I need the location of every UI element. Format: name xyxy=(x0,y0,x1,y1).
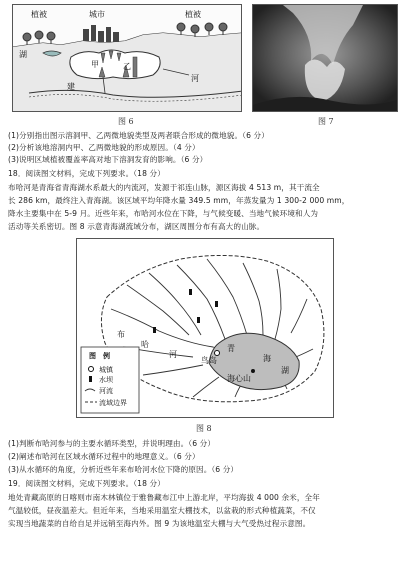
figure-8-caption: 图 8 xyxy=(196,424,212,433)
q19-material-line-3: 实现当地蔬菜的自给自足并远销至海内外。图 9 为该地温室大棚与大气受热过程示意图。 xyxy=(8,519,311,528)
legend-dam: 水坝 xyxy=(99,376,113,384)
figure-7-cave-photo xyxy=(252,4,398,112)
legend-title: 图 例 xyxy=(89,352,110,360)
legend-river: 河流 xyxy=(99,387,113,395)
lake-label-hu: 湖 xyxy=(281,366,289,375)
legend-town: 城镇 xyxy=(99,366,113,374)
island-marker xyxy=(251,369,255,373)
label-lake: 湖 xyxy=(19,50,27,59)
q18-material-line-2: 长 286 km，最终注入青海湖。该区域平均年降水量 349.5 mm，年蒸发量为 1 300-2 000 mm， xyxy=(8,196,350,205)
map-legend xyxy=(81,347,139,413)
label-vegetation-right: 植被 xyxy=(185,10,201,19)
town-marker xyxy=(215,351,220,356)
label-vegetation-left: 植被 xyxy=(31,10,47,19)
figure-7-caption: 图 7 xyxy=(318,117,334,126)
q19-material-line-1: 地处青藏高原的日喀则市南木林镇位于雅鲁藏布江中上游北岸，平均海拔 4 000 余米，全年 xyxy=(8,493,320,502)
q18-item-3: (3)从水循环的角度，分析近些年来布哈河水位下降的原因。（6 分） xyxy=(8,465,239,474)
island-label: 海心山 xyxy=(227,374,251,383)
river-label-ha: 哈 xyxy=(141,340,149,349)
label-jia: 甲 xyxy=(91,60,99,69)
q19-material-line-2: 气温较低，昼夜温差大。但近年来，当地采用温室大棚技术，以盆栽的形式种植蔬菜，不仅 xyxy=(8,506,316,515)
q18-material-line-1: 布哈河是青海省青海湖水系最大的内流河，发源于祁连山脉，源区海拔 4 513 m，其干流全 xyxy=(8,183,320,192)
q18-material-line-4: 活动等关系密切。图 8 示意青海湖流域分布，湖区周围分布有高大的山脉。 xyxy=(8,222,265,231)
q18-header: 18．阅读图文材料，完成下列要求。（18 分） xyxy=(8,169,165,178)
figure-6-caption: 图 6 xyxy=(118,117,134,126)
figure-8-qinghai-lake-map xyxy=(76,238,334,418)
label-river: 河 xyxy=(191,74,199,83)
legend-boundary: 流域边界 xyxy=(99,399,127,407)
q18-material-line-3: 降水主要集中在 5-9 月。近些年来，布哈河水位在下降，与气候变暖、当地气候环境和人为 xyxy=(8,209,319,218)
label-jian: 建 xyxy=(67,82,75,91)
legend-town-icon xyxy=(89,367,94,372)
lake-label-hai: 海 xyxy=(263,354,271,363)
legend-dam-icon xyxy=(89,376,92,382)
label-yi: 乙 xyxy=(123,62,131,71)
river-label-he: 河 xyxy=(169,350,177,359)
river-label-bu: 布 xyxy=(117,330,125,339)
town-label: 鸟岛 xyxy=(201,356,217,365)
lake-label-qing: 青 xyxy=(227,344,235,353)
q17-item-3: (3)说明区域植被覆盖率高对地下溶洞发育的影响。（6 分） xyxy=(8,155,208,164)
q17-item-2: (2)分析该地溶洞内甲、乙两微地貌的形成原因。（4 分） xyxy=(8,143,200,152)
q19-header: 19．阅读图文材料，完成下列要求。（18 分） xyxy=(8,479,165,488)
q17-item-1: (1)分别指出图示溶洞甲、乙两微地貌类型及两者联合形成的微地貌。（6 分） xyxy=(8,131,269,140)
label-city: 城市 xyxy=(89,10,105,19)
q18-item-2: (2)阐述布哈河在区域水循环过程中的地理意义。（6 分） xyxy=(8,452,200,461)
figure-6-karst-profile xyxy=(12,4,242,112)
q18-item-1: (1)判断布哈河参与的主要水循环类型，并说明理由。（6 分） xyxy=(8,439,216,448)
